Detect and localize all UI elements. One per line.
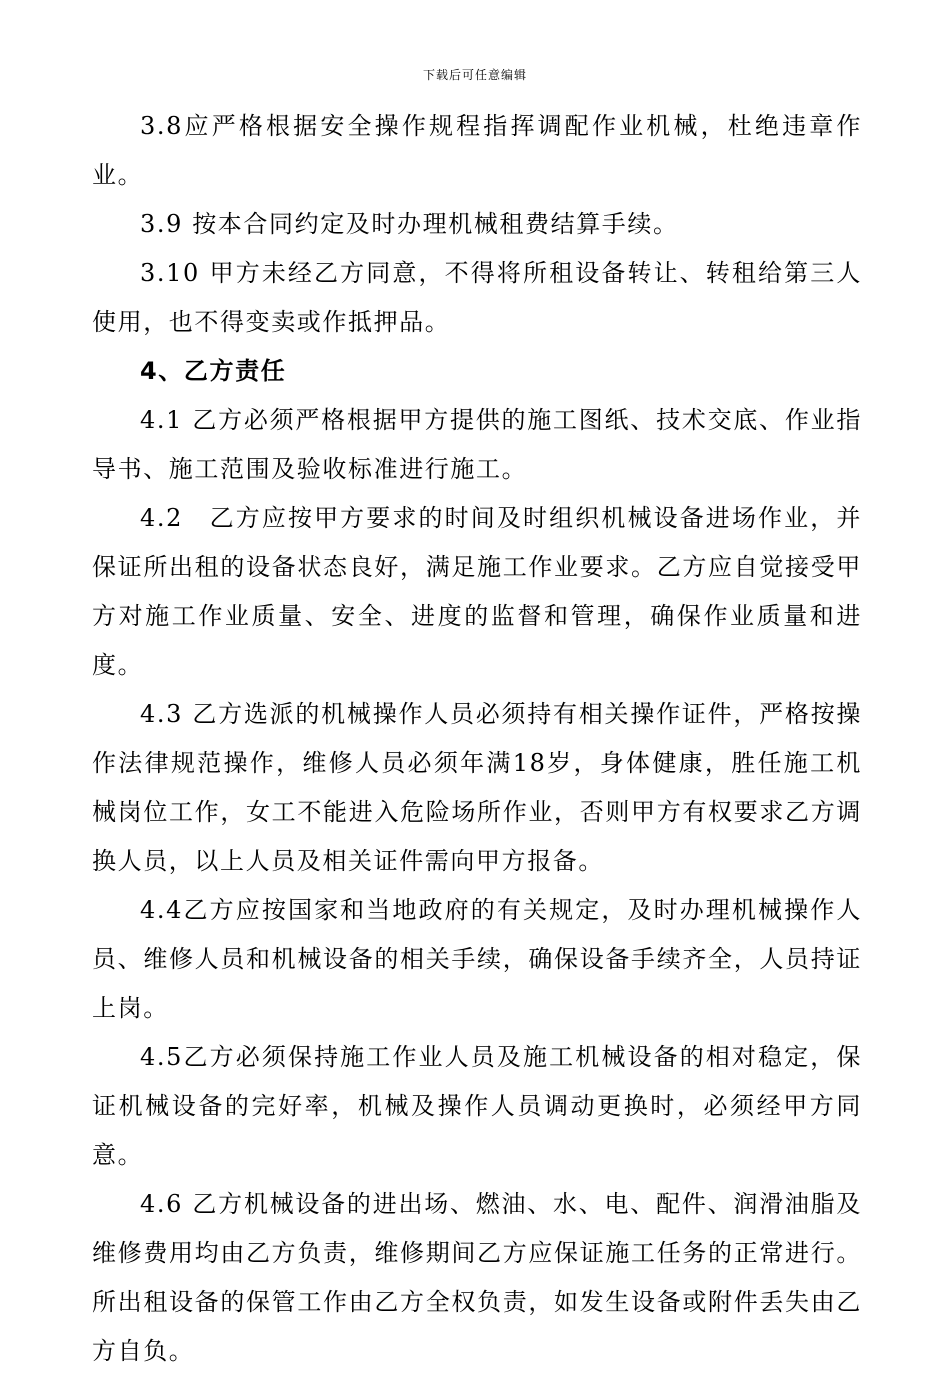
- clause-4-1: 4.1 乙方必须严格根据甲方提供的施工图纸、技术交底、作业指导书、施工范围及验收标准进行施工。: [92, 406, 862, 483]
- clause-4-6: 4.6 乙方机械设备的进出场、燃油、水、电、配件、润滑油脂及维修费用均由乙方负责，维修期间乙方应保证施工任务的正常进行。所出租设备的保管工作由乙方全权负责，如发生设备或附件丢失由乙方自负。: [92, 1190, 862, 1365]
- clause-4-5: 4.5乙方必须保持施工作业人员及施工机械设备的相对稳定，保证机械设备的完好率，机械及操作人员调动更换时，必须经甲方同意。: [92, 1043, 862, 1169]
- page-header-note: 下载后可任意编辑: [422, 68, 527, 82]
- section-heading-4: 4、乙方责任: [140, 357, 287, 385]
- document-body: [92, 102, 862, 1376]
- clause-4-4: 4.4乙方应按国家和当地政府的有关规定，及时办理机械操作人员、维修人员和机械设备的相关手续，确保设备手续齐全，人员持证上岗。: [92, 896, 862, 1022]
- clause-3-10: 3.10 甲方未经乙方同意，不得将所租设备转让、转租给第三人使用，也不得变卖或作抵押品。: [92, 259, 862, 336]
- clause-3-8: 3.8应严格根据安全操作规程指挥调配作业机械，杜绝违章作业。: [92, 112, 862, 189]
- clause-4-3: 4.3 乙方选派的机械操作人员必须持有相关操作证件，严格按操作法律规范操作，维修人员必须年满18岁，身体健康，胜任施工机械岗位工作，女工不能进入危险场所作业，否则甲方有权要求乙方调换人员，以上人员及相关证件需向甲方报备。: [92, 700, 862, 875]
- clause-3-9: 3.9 按本合同约定及时办理机械租费结算手续。: [140, 210, 679, 238]
- clause-4-2: 4.2 乙方应按甲方要求的时间及时组织机械设备进场作业，并保证所出租的设备状态良好，满足施工作业要求。乙方应自觉接受甲方对施工作业质量、安全、进度的监督和管理，确保作业质量和进度。: [92, 504, 862, 679]
